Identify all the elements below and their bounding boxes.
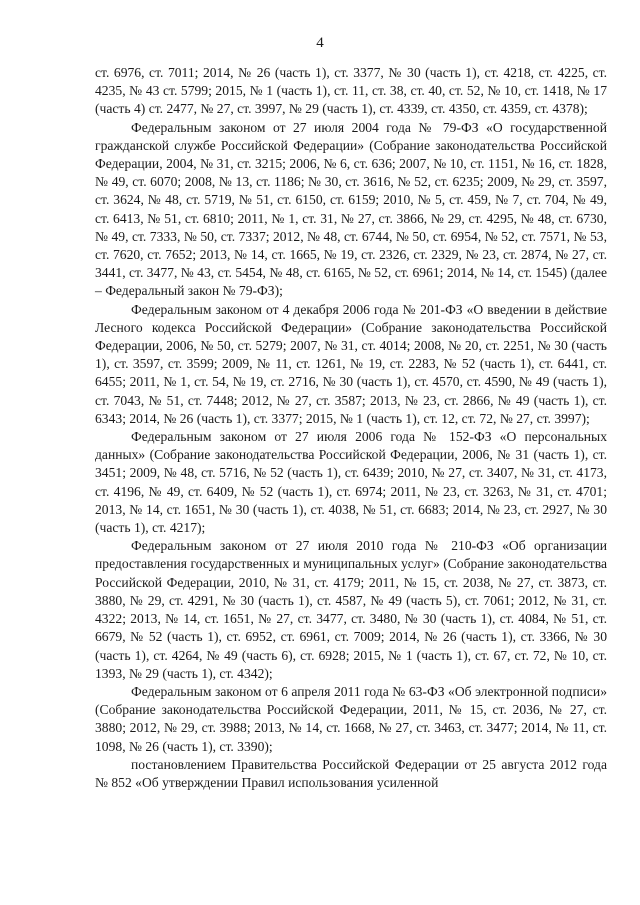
document-body bbox=[95, 64, 607, 792]
paragraph-resolution-852: постановлением Правительства Российской Федерации от 25 августа 2012 года № 852 «Об утверждении Правил использования усиленной bbox=[95, 756, 607, 790]
paragraph-law-152-fz: Федеральным законом от 27 июля 2006 года № 152-ФЗ «О персональных данных» (Собрание законодательства Российской Федерации, 2006, № 31 (часть 1), ст. 3451; 2009, № 48, ст. 5716, № 52 (часть 1), ст. 6439; 2010, № 27, ст. 3407, № 31, ст. 4173, ст. 4196, № 49, ст. 6409, № 52 (часть 1), ст. 6974; 2011, № 23, ст. 3263, № 31, ст. 4701; 2013, № 14, ст. 1651, № 30 (часть 1), ст. 4038, № 51, ст. 6683; 2014, № 23, ст. 2927, № 30 (часть 1), ст. 4217); bbox=[95, 429, 607, 536]
paragraph-continuation: ст. 6976, ст. 7011; 2014, № 26 (часть 1), ст. 3377, № 30 (часть 1), ст. 4218, ст. 4225, ст. 4235, № 43 ст. 5799; 2015, № 1 (часть 1), ст. 11, ст. 38, ст. 40, ст. 52, № 10, ст. 1418, № 17 (часть 4) ст. 2477, № 27, ст. 3997, № 29 (часть 1), ст. 4339, ст. 4350, ст. 4359, ст. 4378); bbox=[95, 65, 607, 117]
paragraph-law-201-fz: Федеральным законом от 4 декабря 2006 года № 201-ФЗ «О введении в действие Лесного кодекса Российской Федерации» (Собрание законодательства Российской Федерации, 2006, № 50, ст. 5279; 2007, № 31, ст. 4014; 2008, № 20, ст. 2251, № 30 (часть 1), ст. 3597, ст. 3599; 2009, № 11, ст. 1261, № 19, ст. 2283, № 52 (часть 1), ст. 6441, ст. 6455; 2011, № 1, ст. 54, № 19, ст. 2716, № 30 (часть 1), ст. 4570, ст. 4590, № 49 (часть 1), ст. 7043, № 51, ст. 7448; 2012, № 27, ст. 3587; 2013, № 23, ст. 2866, № 49 (часть 1), ст. 6343; 2014, № 26 (часть 1), ст. 3377; 2015, № 1 (часть 1), ст. 12, ст. 72, № 27, ст. 3997); bbox=[95, 301, 607, 426]
page-number: 4 bbox=[316, 35, 324, 51]
paragraph-law-210-fz: Федеральным законом от 27 июля 2010 года № 210-ФЗ «Об организации предоставления государственных и муниципальных услуг» (Собрание законодательства Российской Федерации, 2010, № 31, ст. 4179; 2011, № 15, ст. 2038, № 27, ст. 3873, ст. 3880, № 29, ст. 4291, № 30 (часть 1), ст. 4587, № 49 (часть 5), ст. 7061; 2012, № 31, ст. 4322; 2013, № 14, ст. 1651, № 27, ст. 3477, ст. 3480, № 30 (часть 1), ст. 4084, № 51, ст. 6679, № 52 (часть 1), ст. 6952, ст. 6961, ст. 7009; 2014, № 26 (часть 1), ст. 3366, № 30 (часть 1), ст. 4264, № 49 (часть 6), ст. 6928; 2015, № 1 (часть 1), ст. 67, ст. 72, № 10, ст. 1393, № 29 (часть 1), ст. 4342); bbox=[95, 538, 607, 681]
paragraph-law-79-fz: Федеральным законом от 27 июля 2004 года № 79-ФЗ «О государственной гражданской службе Российской Федерации» (Собрание законодательства Российской Федерации, 2004, № 31, ст. 3215; 2006, № 6, ст. 636; 2007, № 10, ст. 1151, № 16, ст. 1828, № 49, ст. 6070; 2008, № 13, ст. 1186; № 30, ст. 3616, № 52, ст. 6235; 2009, № 29, ст. 3597, ст. 3624, № 48, ст. 5719, № 51, ст. 6150, ст. 6159; 2010, № 5, ст. 459, № 7, ст. 704, № 49, ст. 6413, № 51, ст. 6810; 2011, № 1, ст. 31, № 27, ст. 3866, № 29, ст. 4295, № 48, ст. 6730, № 49, ст. 7333, № 50, ст. 7337; 2012, № 48, ст. 6744, № 50, ст. 6954, № 52, ст. 7571, № 53, ст. 7620, ст. 7652; 2013, № 14, ст. 1665, № 19, ст. 2326, ст. 2329, № 23, ст. 2874, № 27, ст. 3441, ст. 3477, № 43, ст. 5454, № 48, ст. 6165, № 52, ст. 6961; 2014, № 14, ст. 1545) (далее – Федеральный закон № 79-ФЗ); bbox=[95, 119, 607, 299]
paragraph-law-63-fz: Федеральным законом от 6 апреля 2011 года № 63-ФЗ «Об электронной подписи» (Собрание законодательства Российской Федерации, 2011, № 15, ст. 2036, № 27, ст. 3880; 2012, № 29, ст. 3988; 2013, № 14, ст. 1668, № 27, ст. 3463, ст. 3477; 2014, № 11, ст. 1098, № 26 (часть 1), ст. 3390); bbox=[95, 683, 607, 754]
